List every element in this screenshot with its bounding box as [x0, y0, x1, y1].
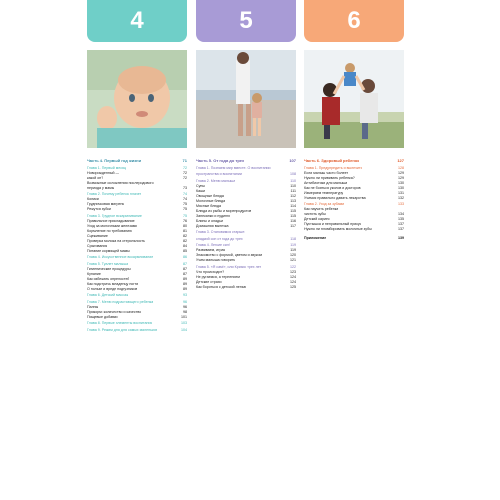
entry-page: 96	[183, 304, 187, 309]
entry-page: 87	[183, 266, 187, 271]
entry-page: 81	[183, 228, 187, 233]
beach-walk-photo-image	[196, 50, 296, 148]
toc-entry	[87, 287, 187, 292]
chapter-entry	[87, 293, 187, 298]
entry-page: 75	[183, 207, 187, 211]
chapter-column-5	[196, 0, 296, 289]
entry-page: 122	[290, 264, 296, 269]
entry-title: Учим малыша говорить	[196, 258, 236, 262]
entry-page: 131	[398, 190, 404, 195]
entry-title: Прикорм: количество и качество	[87, 309, 142, 314]
part-number: 4	[130, 7, 144, 34]
entry-page: 130	[398, 180, 404, 185]
entry-page: 75	[183, 213, 187, 218]
toc-list-part-6	[304, 158, 404, 241]
entry-title: Как подстричь младенцу ногти	[87, 281, 139, 286]
entry-title: Молочные блюда	[196, 198, 226, 203]
entry-title: Глава 9. Режим дня для самых маленьких	[87, 327, 158, 332]
entry-page: 114	[290, 203, 296, 208]
toc-entry	[87, 207, 187, 212]
entry-title: Как не бояться уколов и докторов	[304, 185, 361, 190]
toc-list-part-5	[196, 158, 296, 290]
part-tab-5	[196, 0, 296, 42]
beach-walk-photo	[196, 50, 296, 148]
entry-title: Часть 4. Первый год жизни	[87, 158, 142, 163]
entry-page: 74	[183, 192, 187, 196]
entry-page: 87	[183, 271, 187, 276]
entry-page: 89	[183, 286, 187, 291]
entry-page: 101	[181, 314, 187, 319]
entry-title: Овощные блюда	[196, 193, 224, 198]
toc-entry	[304, 236, 404, 241]
entry-title: Глава 5. «Я сам!», или Кризис трех лет	[196, 264, 262, 269]
entry-title: Глава 7. Меню подрастающего ребенка	[87, 299, 154, 304]
part-heading	[304, 158, 404, 164]
chapter-column-6	[304, 0, 404, 240]
entry-title: Блины и оладьи	[196, 218, 223, 223]
family-play-photo	[304, 50, 404, 148]
entry-page: 82	[183, 238, 187, 243]
entry-page	[294, 166, 296, 171]
entry-page: 110	[290, 178, 296, 183]
entry-title: Антибиотики для малыша	[304, 180, 348, 185]
entry-page: 129	[398, 170, 404, 175]
entry-page: 113	[290, 198, 296, 203]
entry-title: Глава 1. Предупредить и вылечить	[304, 165, 363, 170]
entry-title: Глава 3. Грудное вскармливание	[87, 213, 142, 218]
entry-title: Колики	[87, 197, 99, 201]
chapter-entry	[196, 237, 296, 242]
entry-page: 132	[398, 195, 404, 200]
entry-title: Часть 6. Здоровый ребенок	[304, 158, 360, 163]
entry-title: Как научить ребенка	[304, 207, 339, 211]
entry-title: Развиваем, играя	[196, 248, 226, 252]
entry-title: Что происходит?	[196, 269, 225, 274]
entry-title: чистить зубы	[304, 212, 326, 216]
entry-title: Палпы	[87, 304, 99, 309]
entry-page: 76	[183, 218, 187, 223]
entry-title: Знакомство с формой, цветом и звуком	[196, 253, 263, 257]
entry-page: 128	[398, 165, 404, 170]
entry-title: сладкий сон от года до трех	[196, 236, 243, 241]
entry-title: Запеканки и пудинги	[196, 213, 231, 218]
entry-title: Нужно ли прививать ребенка?	[304, 175, 355, 180]
entry-page: 110	[290, 183, 296, 188]
entry-title: Домашняя выпечка	[196, 223, 229, 228]
entry-title: Уход за молочными железами	[87, 223, 138, 228]
entry-page: 139	[398, 236, 404, 240]
entry-page: 127	[397, 158, 404, 163]
entry-page: 89	[183, 276, 187, 281]
part-heading	[196, 158, 296, 164]
entry-title: Как избежать опрелостей	[87, 276, 130, 281]
entry-title: О пользе и вреде подгузников	[87, 286, 138, 291]
entry-title: Питание кормящей мамы	[87, 248, 130, 253]
entry-page: 74	[183, 197, 187, 201]
entry-title: Мясные блюда	[196, 203, 222, 208]
chapter-entry	[87, 255, 187, 260]
entry-page: 111	[290, 188, 296, 193]
entry-title: Кормление по требованию	[87, 228, 132, 233]
entry-title: Детский кариес	[304, 217, 330, 221]
entry-page: 107	[289, 158, 296, 163]
entry-page	[294, 230, 296, 235]
entry-page: 115	[290, 213, 296, 218]
entry-page: 86	[183, 255, 187, 259]
baby-photo	[87, 50, 187, 148]
entry-title: Глава 3. Становимся старше:	[196, 230, 246, 234]
toc-entry	[196, 224, 296, 229]
entry-title: Глава 6. Детский массаж	[87, 293, 129, 297]
entry-title: Блюда из рыбы и морепродуктов	[196, 208, 252, 213]
entry-title: Глава 2. Уход за зубами	[304, 202, 345, 206]
entry-title: Режутся зубки	[87, 207, 111, 211]
entry-page: 115	[290, 208, 296, 213]
entry-page: 103	[181, 321, 187, 325]
entry-page: 112	[290, 193, 296, 198]
entry-title: Сцеживание	[87, 233, 108, 238]
part-number: 6	[347, 7, 361, 34]
toc-entry	[304, 196, 404, 201]
entry-title: Глава 1. Первый месяц	[87, 165, 127, 170]
entry-page: 82	[183, 233, 187, 238]
entry-page: 135	[398, 217, 404, 221]
entry-title: Новорожденный —	[87, 170, 120, 175]
entry-title: Каши	[196, 188, 205, 193]
entry-page: 120	[290, 253, 296, 257]
chapter-entry	[87, 328, 187, 333]
entry-title: Срыгивания	[87, 243, 108, 248]
toc-entry	[196, 285, 296, 290]
part-heading	[87, 158, 187, 164]
entry-title: Глава 4. Легкие сил!	[196, 243, 230, 247]
entry-title: Если малыш часто болеет	[304, 170, 349, 175]
entry-page: 130	[398, 185, 404, 190]
entry-title: Глава 8. Первые элементы воспитания	[87, 321, 153, 325]
entry-page: 116	[290, 218, 296, 223]
chapter-entry	[87, 321, 187, 326]
entry-title: Грудничковая мигрень	[87, 202, 125, 206]
entry-page: 137	[398, 227, 404, 231]
entry-page: 87	[183, 261, 187, 266]
entry-page: 71	[182, 158, 187, 163]
entry-page: 133	[398, 202, 404, 206]
entry-page: 119	[290, 248, 296, 252]
toc-entry	[196, 258, 296, 263]
entry-page: 134	[398, 212, 404, 216]
entry-title: Глава 2. Почему ребенок плачет	[87, 192, 142, 196]
entry-page: 123	[290, 269, 296, 274]
part-tab-6	[304, 0, 404, 42]
chapter-entry	[196, 166, 296, 171]
entry-page: 85	[183, 248, 187, 253]
chapter-entry	[196, 230, 296, 235]
entry-title: Проверка молока на стерильность	[87, 238, 145, 243]
entry-page: 125	[290, 284, 296, 289]
entry-page: 124	[290, 279, 296, 284]
entry-title: Как бороться с детской ленью	[196, 284, 247, 289]
entry-title: какой он?	[87, 175, 104, 180]
entry-title: Часть 5. От года до трех	[196, 158, 245, 163]
entry-title: Глава 1. Познаем мир вместе. О воспитании	[196, 165, 271, 170]
entry-page: 75	[183, 202, 187, 206]
entry-page: 119	[290, 243, 296, 247]
toc-entry	[87, 315, 187, 320]
entry-title: Возможные осложнения послеродового	[87, 180, 154, 185]
entry-title: периода у мамы	[87, 185, 115, 190]
entry-title: Учимся правильно давать лекарства	[304, 195, 366, 200]
chapter-column-4	[87, 0, 187, 332]
entry-title: Супы	[196, 183, 205, 188]
entry-page: 72	[183, 175, 187, 180]
entry-page: 104	[181, 327, 187, 332]
entry-page: 121	[290, 258, 296, 262]
entry-page: 73	[183, 185, 187, 190]
entry-page: 96	[183, 299, 187, 304]
part-tab-4	[87, 0, 187, 42]
baby-photo-image	[87, 50, 187, 148]
entry-page: 117	[290, 223, 296, 228]
entry-page: 80	[183, 223, 187, 228]
entry-page: 84	[183, 243, 187, 248]
entry-title: пространства и воспитании	[196, 172, 242, 176]
part-number: 5	[239, 7, 253, 34]
toc-entry	[87, 186, 187, 191]
entry-page: 118	[290, 236, 296, 241]
entry-title: Детские страхи	[196, 279, 222, 284]
toc-list-part-4	[87, 158, 187, 333]
entry-page: 89	[183, 281, 187, 286]
entry-title: Глава 5. Туалет малыша	[87, 261, 129, 266]
entry-page: 72	[183, 170, 187, 175]
entry-title: Измеряем температуру	[304, 190, 344, 195]
toc-entry	[87, 249, 187, 254]
entry-title: Купание	[87, 271, 101, 276]
entry-page: 124	[290, 274, 296, 279]
entry-title: Пустышка и неправильный прикус	[304, 222, 362, 226]
entry-page: 129	[398, 175, 404, 180]
family-play-photo-image	[304, 50, 404, 148]
entry-title: Приложение	[304, 236, 327, 240]
entry-page: 98	[183, 309, 187, 314]
entry-title: Пищевые добавки	[87, 314, 118, 319]
chapter-entry	[196, 172, 296, 177]
entry-title: Не ругаемся, а терпением	[196, 274, 240, 279]
entry-title: Глава 2. Меню малыша	[196, 178, 236, 183]
entry-page: 108	[290, 172, 296, 176]
entry-title: Нужно ли пломбировать молочные зубы	[304, 227, 372, 231]
entry-page: 93	[183, 293, 187, 297]
entry-title: Правильное прикладывание	[87, 218, 135, 223]
entry-title: Гигиенические процедуры	[87, 266, 131, 271]
entry-title: Глава 4. Искусственное вскармливание	[87, 255, 154, 259]
entry-page: 72	[183, 165, 187, 170]
entry-page: 137	[398, 222, 404, 226]
